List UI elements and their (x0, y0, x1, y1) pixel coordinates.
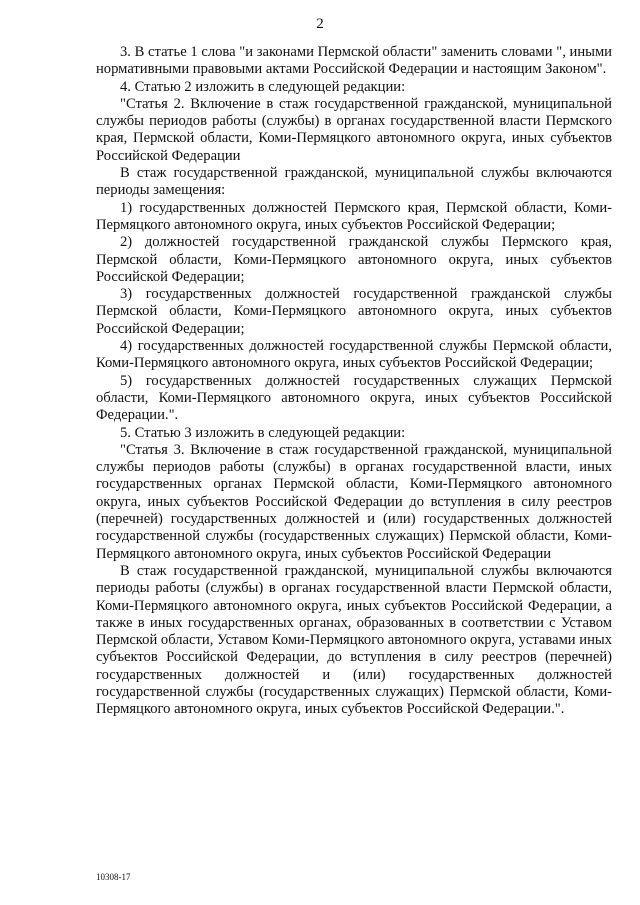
article-2-point-1: 1) государственных должностей Пермского края, Пермской области, Коми-Пермяцкого автономного округа, иных субъектов Российской Федерации; (96, 199, 612, 233)
paragraph-item-3: 3. В статье 1 слова "и законами Пермской области" заменить словами ", иными нормативными правовыми актами Российской Федерации и настоящим Законом". (96, 44, 612, 78)
article-2-point-5: 5) государственных должностей государственных служащих Пермской области, Коми-Пермяцкого автономного округа, иных субъектов Российской Федерации.". (96, 372, 612, 424)
article-2-point-4: 4) государственных должностей государственной службы Пермской области, Коми-Пермяцкого автономного округа, иных субъектов Российской Федерации; (96, 338, 612, 372)
article-3-body: В стаж государственной гражданской, муниципальной службы включаются периоды работы (службы) в органах государственной власти Пермской области, Коми-Пермяцкого автономного округа, иных субъектов Российской Федерации, а также в иных государственных органах, образованных в соответствии с Уставом Пермской области, Уставом Коми-Пермяцкого автономного округа, уставами иных субъектов Российской Федерации, до вступления в силу реестров (перечней) государственных должностей и (или) государственных должностей государственной службы (государственных служащих) Пермской области, Коми-Пермяцкого автономного округа, иных субъектов Российской Федерации.". (96, 562, 612, 718)
document-code: 10308-17 (96, 872, 131, 882)
paragraph-item-4: 4. Статью 2 изложить в следующей редакции: (120, 78, 406, 95)
document-body (96, 44, 612, 719)
article-2-intro: В стаж государственной гражданской, муниципальной службы включаются периоды замещения: (96, 165, 612, 199)
page-number: 2 (316, 16, 324, 32)
paragraph-item-5: 5. Статью 3 изложить в следующей редакции: (120, 424, 406, 441)
article-2-point-3: 3) государственных должностей государственной гражданской службы Пермской области, Коми-Пермяцкого автономного округа, иных субъектов Российской Федерации; (96, 286, 612, 337)
article-2-point-2: 2) должностей государственной гражданской службы Пермского края, Пермской области, Коми-Пермяцкого автономного округа, иных субъектов Российской Федерации; (96, 234, 612, 285)
article-3-heading: "Статья 3. Включение в стаж государственной гражданской, муниципальной службы периодов работы (службы) в органах государственной власти, иных государственных органах Пермской области, Коми-Пермяцкого автономного округа, иных субъектов Российской Федерации до вступления в силу реестров (перечней) государственных должностей и (или) государственных должностей государственной службы (государственных служащих) Пермской области, Коми-Пермяцкого автономного округа, иных субъектов Российской Федерации (96, 441, 612, 562)
article-2-heading: "Статья 2. Включение в стаж государственной гражданской, муниципальной службы периодов работы (службы) в органах государственной власти Пермского края, Пермской области, Коми-Пермяцкого автономного округа, иных субъектов Российской Федерации (96, 95, 612, 164)
